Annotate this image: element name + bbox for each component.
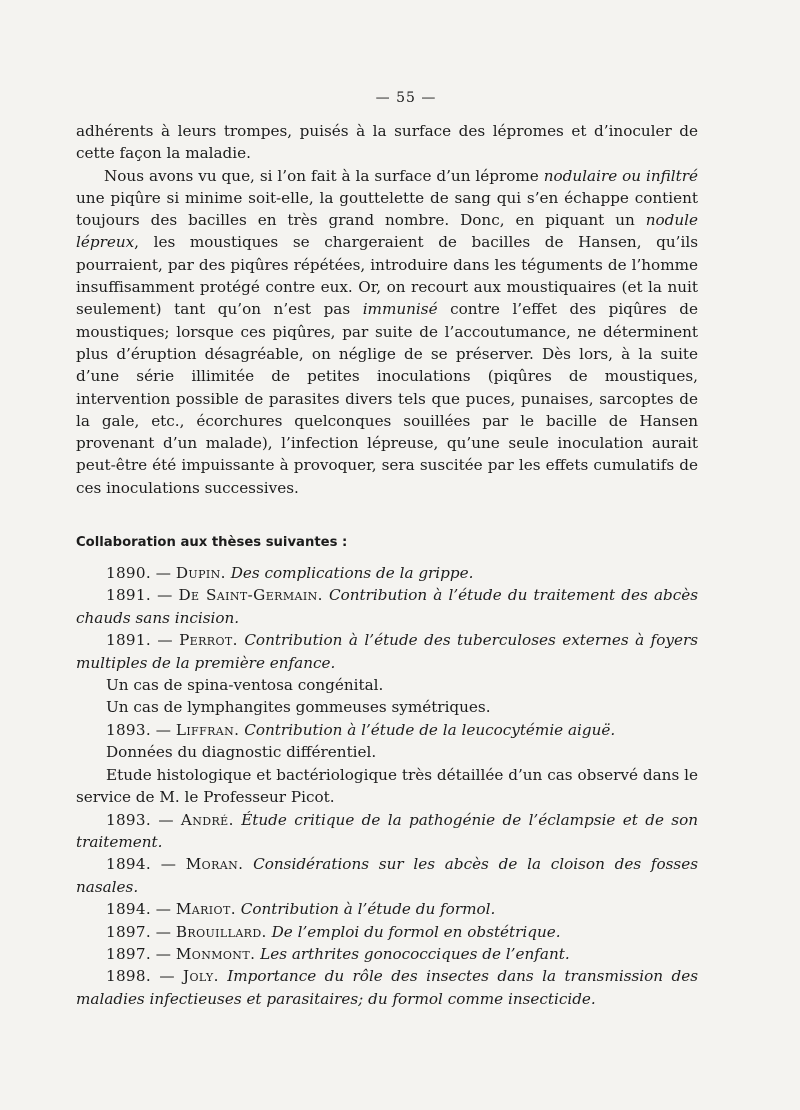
paragraph-2-text-4: contre l’effet des piqûres de moustiques; lorsque ces piqûres, par suite de l’accoutumance, ne déterminent plus d’éruption désagréable, on néglige de se préserver. Dès lors, à la suite d’une série illimitée de petites inoculations (piqûres de moustiques, intervention possible de parasites divers tels que puces, punaises, sarcoptes de la gale, etc., écorchures quelconques souillées par le bacille de Hansen provenant d’un malade), l’infection lépreuse, qu’une seule inoculation aurait peut-être été impuissante à provoquer, sera suscitée par les effets cumulatifs de ces inoculations successives.	[76, 300, 698, 497]
entry-author: Monmont.	[175, 944, 256, 963]
entry-title: De l’emploi du formol en obstétrique.	[271, 922, 561, 941]
entry-author: Liffran.	[175, 720, 240, 739]
thesis-entry	[76, 584, 698, 629]
entry-year: 1897.	[106, 944, 151, 963]
entry-author: Joly.	[183, 967, 219, 986]
paragraph-2-text-1: Nous avons vu que, si l’on fait à la surface d’un léprome	[104, 166, 544, 185]
entry-title: Contribution à l’étude de la leucocytémie aiguë.	[244, 720, 616, 739]
entry-author: André.	[180, 810, 234, 829]
entry-title: Contribution à l’étude du traitement des abcès chauds sans incision.	[76, 586, 699, 627]
entry-dash: —	[150, 564, 176, 583]
entry-year: 1898.	[106, 967, 151, 986]
thesis-entry	[76, 629, 698, 674]
entry-title: Contribution à l’étude des tuberculoses externes à foyers multiples de la première enfance.	[76, 631, 699, 672]
sub-item: Un cas de spina-ventosa congénital.	[106, 676, 384, 695]
page-number: — 55 —	[375, 90, 437, 106]
entry-author: Moran.	[185, 855, 244, 874]
entry-title: Étude critique de la pathogénie de l’éclampsie et de son traitement.	[76, 810, 699, 851]
entry-dash: —	[150, 900, 176, 919]
entry-dash: —	[150, 922, 176, 941]
thesis-entry	[76, 809, 698, 854]
thesis-entry	[76, 898, 698, 920]
entry-title: Contribution à l’étude du formol.	[240, 900, 496, 919]
entry-dash: —	[150, 586, 179, 605]
thesis-entry	[76, 853, 698, 898]
document-page	[76, 90, 698, 1010]
paragraph-2	[76, 165, 698, 499]
entry-author: De Saint-Germain.	[178, 586, 323, 605]
paragraph-2-text-2: une piqûre si minime soit-elle, la gouttelette de sang qui s’en échappe contient toujours des bacilles en très grand nombre. Donc, en piquant un	[76, 188, 698, 230]
thesis-entry	[76, 965, 698, 1010]
entry-dash: —	[150, 631, 180, 650]
thesis-entry	[76, 562, 698, 584]
paragraph-1: adhérents à leurs trompes, puisés à la surface des lépromes et d’inoculer de cette façon la maladie.	[76, 122, 698, 163]
entry-title: Les arthrites gonococciques de l’enfant.	[260, 944, 570, 963]
entry-title: Des complications de la grippe.	[230, 564, 474, 583]
sub-item: Etude histologique et bactériologique très détaillée d’un cas observé dans le service de M. le Professeur Picot.	[76, 765, 698, 807]
entry-author: Perrot.	[179, 631, 238, 650]
paragraph-2-italic-2: nodule lépreux	[76, 211, 698, 252]
entry-year: 1891.	[106, 586, 151, 605]
paragraph-2-italic-1: nodulaire ou infiltré	[543, 166, 698, 185]
entry-dash: —	[150, 810, 181, 829]
thesis-entry	[76, 943, 698, 965]
sub-item: Un cas de lymphangites gommeuses symétriques.	[106, 698, 491, 717]
entry-year: 1897.	[106, 922, 151, 941]
entry-dash: —	[150, 720, 176, 739]
entry-year: 1894.	[106, 900, 151, 919]
entry-year: 1890.	[106, 564, 151, 583]
entry-author: Brouillard.	[175, 922, 267, 941]
entry-author: Dupin.	[175, 564, 226, 583]
paragraph-2-text-3: , les moustiques se chargeraient de bacilles de Hansen, qu’ils pourraient, par des piqûres répétées, introduire dans les téguments de l’homme insuffisamment protégé contre eux. Or, on recourt aux moustiquaires (et la nuit seulement) tant qu’on n’est pas	[76, 233, 698, 319]
entry-year: 1891.	[106, 631, 151, 650]
entry-dash: —	[150, 855, 186, 874]
entry-title: Importance du rôle des insectes dans la transmission des maladies infectieuses et parasitaires; du formol comme insecticide.	[76, 967, 699, 1008]
entry-author: Mariot.	[175, 900, 236, 919]
entry-dash: —	[150, 944, 176, 963]
thesis-list	[76, 562, 698, 1010]
entry-year: 1893.	[106, 810, 151, 829]
entry-year: 1893.	[106, 720, 151, 739]
thesis-entry	[76, 921, 698, 943]
paragraph-2-italic-3: immunisé	[362, 300, 438, 319]
entry-year: 1894.	[106, 855, 151, 874]
entry-title: Considérations sur les abcès de la cloison des fosses nasales.	[76, 855, 699, 896]
thesis-entry	[76, 719, 698, 741]
section-heading: Collaboration aux thèses suivantes :	[76, 535, 348, 551]
sub-item: Données du diagnostic différentiel.	[106, 743, 377, 762]
entry-dash: —	[150, 967, 184, 986]
